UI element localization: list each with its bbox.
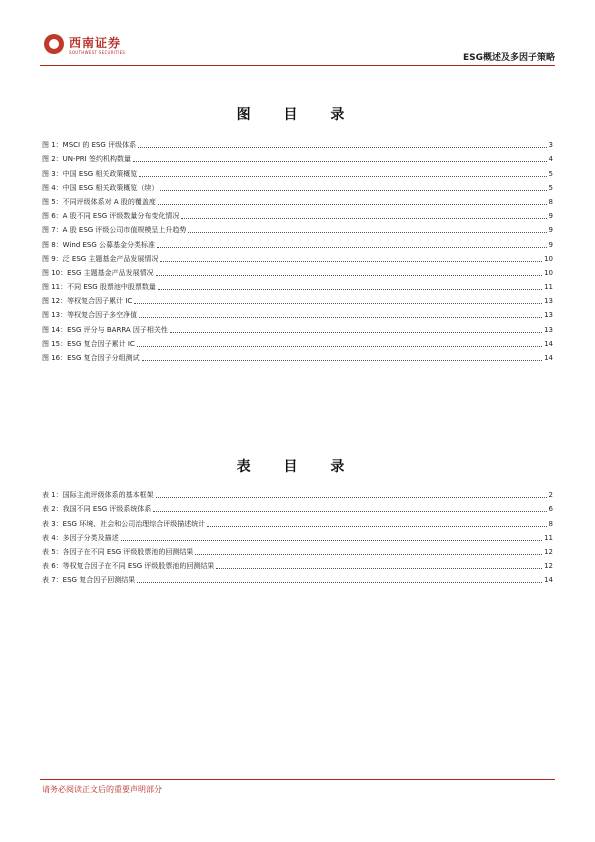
dot-leader: [160, 190, 546, 191]
disclaimer-notice: 请务必阅读正文后的重要声明部分: [42, 785, 162, 794]
figure-index-entry[interactable]: [42, 136, 553, 150]
page-number: 10: [544, 254, 553, 263]
page-number: 6: [548, 505, 553, 514]
entry-label: 图 16：ESG 复合因子分组测试: [42, 354, 140, 362]
figure-index-entry[interactable]: [42, 250, 553, 264]
page-number: 9: [548, 226, 553, 235]
entry-label: 图 6：A 股不同 ESG 评级数量分布变化情况: [42, 212, 180, 221]
entry-label: 表 5：各因子在不同 ESG 评级股票池的回测结果: [42, 547, 194, 556]
entry-label: 图 4：中国 ESG 相关政策概览（续）: [42, 183, 159, 192]
entry-label: 表 1：国际主流评级体系的基本框架: [42, 491, 154, 500]
table-index-entry[interactable]: [42, 543, 553, 557]
entry-label: 图 5：不同评级体系对 A 股的覆盖度: [42, 197, 156, 206]
page-number: 5: [548, 183, 553, 192]
page-number: 14: [544, 576, 553, 585]
page-number: 5: [548, 169, 553, 178]
dot-leader: [153, 511, 546, 512]
logo-english-name: SOUTHWEST SECURITIES: [69, 50, 126, 55]
dot-leader: [137, 582, 542, 583]
entry-label: 表 3：ESG 环境、社会和公司治理综合评级描述统计: [42, 519, 206, 528]
entry-label: 图 10：ESG 主题基金产品发展情况: [42, 268, 154, 277]
entry-label: 表 6：等权复合因子在不同 ESG 评级股票池的回测结果: [42, 562, 215, 571]
table-index-entry[interactable]: [42, 557, 553, 571]
header-divider: [40, 65, 555, 66]
entry-label: 表 4：多因子分类及描述: [42, 533, 119, 542]
dot-leader: [158, 289, 542, 290]
footer-divider: [40, 779, 555, 780]
figure-index-entry[interactable]: [42, 264, 553, 278]
figure-index-list: [42, 136, 553, 363]
figure-index-entry[interactable]: [42, 164, 553, 178]
dot-leader: [139, 317, 542, 318]
page-number: 9: [548, 240, 553, 249]
page-number: 14: [544, 339, 553, 348]
entry-label: 图 2：UN-PRI 签约机构数量: [42, 155, 131, 164]
dot-leader: [134, 303, 542, 304]
figure-index-entry[interactable]: [42, 179, 553, 193]
logo-chinese-name: 西南证券: [69, 36, 122, 50]
dot-leader: [188, 232, 546, 233]
table-index-title: 表 目 录: [236, 459, 359, 475]
page-number: 10: [544, 268, 553, 277]
table-index-entry[interactable]: [42, 514, 553, 528]
figure-index-entry[interactable]: [42, 150, 553, 164]
page-number: 8: [548, 519, 553, 528]
entry-label: 图 7：A 股 ESG 评级公司市值规模呈上升趋势: [42, 226, 187, 235]
entry-label: 图 13：等权复合因子多空净值: [42, 311, 138, 320]
figure-index-title: 图 目 录: [236, 107, 359, 123]
dot-leader: [207, 526, 546, 527]
page-number: 8: [548, 197, 553, 206]
figure-index-entry[interactable]: [42, 207, 553, 221]
table-index-entry[interactable]: [42, 529, 553, 543]
page-number: 3: [548, 141, 553, 150]
table-index-entry[interactable]: [42, 486, 553, 500]
page-number: 12: [544, 562, 553, 571]
entry-label: 图 8：Wind ESG 公募基金分类标准: [42, 240, 156, 249]
page-number: 13: [544, 325, 553, 334]
table-index-list: [42, 486, 553, 585]
report-title: ESG概述及多因子策略: [462, 53, 555, 63]
table-index-entry[interactable]: [42, 500, 553, 514]
dot-leader: [216, 568, 542, 569]
page-number: 14: [544, 354, 553, 362]
dot-leader: [138, 147, 546, 148]
page-number: 2: [548, 491, 553, 500]
figure-index-entry[interactable]: [42, 349, 553, 363]
dot-leader: [156, 497, 547, 498]
dot-leader: [195, 554, 542, 555]
figure-index-entry[interactable]: [42, 320, 553, 334]
dot-leader: [156, 275, 542, 276]
dot-leader: [121, 540, 542, 541]
entry-label: 图 15：ESG 复合因子累计 IC: [42, 339, 135, 348]
dot-leader: [160, 261, 542, 262]
table-index-entry[interactable]: [42, 571, 553, 585]
page-number: 12: [544, 547, 553, 556]
page-number: 4: [548, 155, 553, 164]
entry-label: 图 1：MSCI 的 ESG 评级体系: [42, 141, 137, 150]
entry-label: 表 7：ESG 复合因子回测结果: [42, 576, 136, 585]
figure-index-entry[interactable]: [42, 335, 553, 349]
figure-index-entry[interactable]: [42, 306, 553, 320]
dot-leader: [170, 332, 542, 333]
entry-label: 图 14：ESG 评分与 BARRA 因子相关性: [42, 325, 168, 334]
entry-label: 图 3：中国 ESG 相关政策概览: [42, 169, 138, 178]
figure-index-entry[interactable]: [42, 221, 553, 235]
dot-leader: [139, 176, 546, 177]
page-number: 11: [544, 533, 553, 542]
page-number: 13: [544, 297, 553, 306]
dot-leader: [181, 218, 546, 219]
figure-index-entry[interactable]: [42, 278, 553, 292]
figure-index-entry[interactable]: [42, 292, 553, 306]
page-header: [40, 30, 555, 64]
entry-label: 表 2：我国不同 ESG 评级系统体系: [42, 505, 152, 514]
logo-emblem-icon: [44, 34, 64, 54]
page-number: 9: [548, 212, 553, 221]
entry-label: 图 11：不同 ESG 股票池中股票数量: [42, 283, 156, 292]
dot-leader: [157, 247, 547, 248]
entry-label: 图 9：泛 ESG 主题基金产品发展情况: [42, 254, 159, 263]
dot-leader: [158, 204, 547, 205]
page-number: 11: [544, 283, 553, 292]
page-number: 13: [544, 311, 553, 320]
dot-leader: [137, 346, 542, 347]
figure-index-entry[interactable]: [42, 193, 553, 207]
company-logo: [40, 30, 180, 62]
entry-label: 图 12：等权复合因子累计 IC: [42, 297, 133, 306]
dot-leader: [142, 360, 542, 361]
dot-leader: [133, 161, 547, 162]
figure-index-entry[interactable]: [42, 235, 553, 249]
